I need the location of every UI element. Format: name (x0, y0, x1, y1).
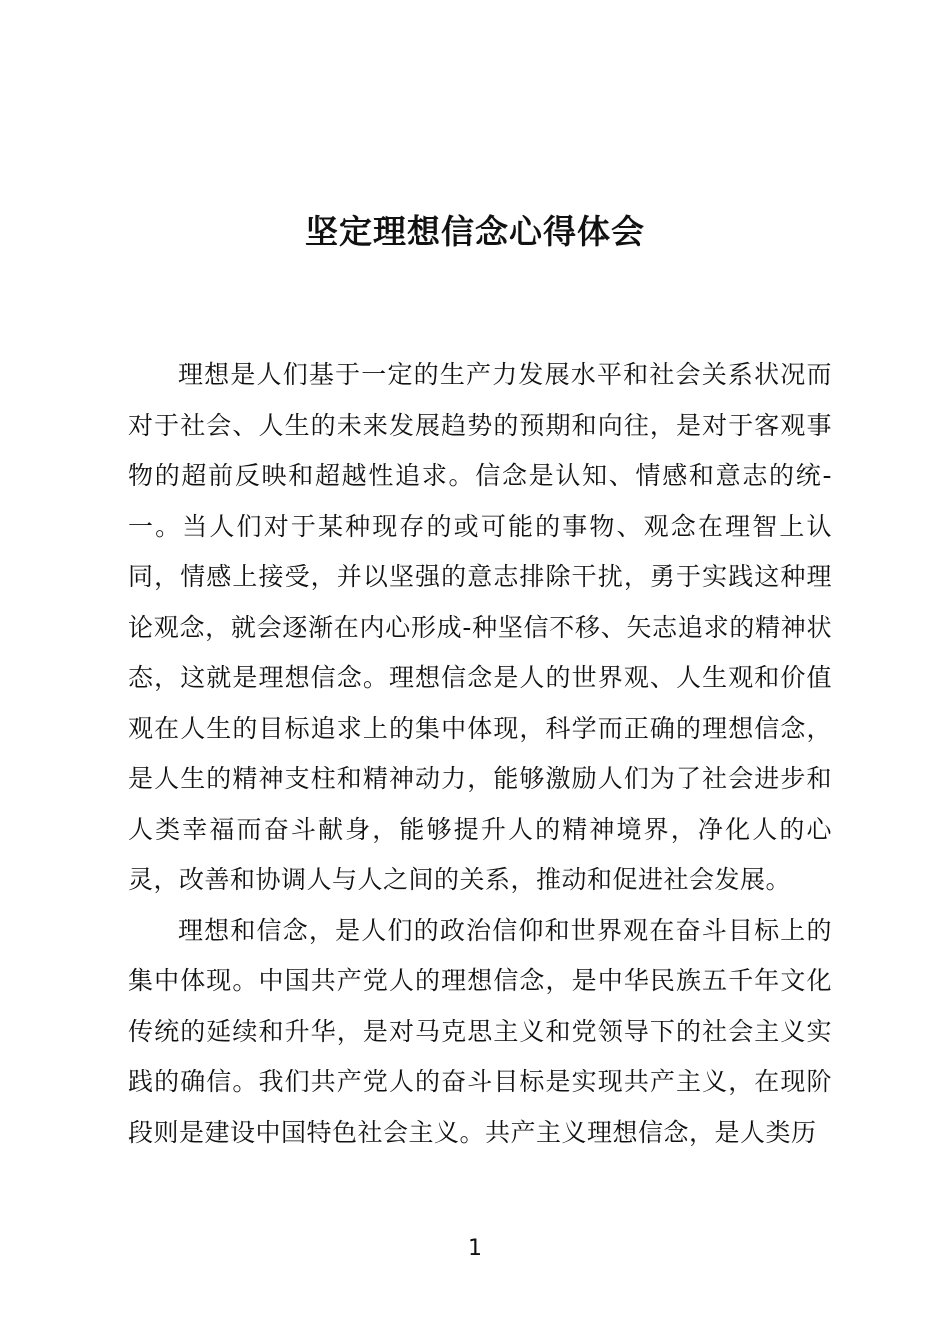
page-title: 坚定理想信念心得体会 (305, 212, 645, 251)
page-number: 1 (468, 1236, 482, 1261)
paragraph-2: 理想和信念，是人们的政治信仰和世界观在奋斗目标上的集中体现。中国共产党人的理想信念，是中华民族五千年文化传统的延续和升华，是对马克思主义和党领导下的社会主义实践的确信。我们共产党人的奋斗目标是实现共产主义，在现阶段则是建设中国特色社会主义。共产主义理想信念，是人类历 (128, 915, 832, 1147)
paragraph-1: 理想是人们基于一定的生产力发展水平和社会关系状况而对于社会、人生的未来发展趋势的预期和向往，是对于客观事物的超前反映和超越性追求。信念是认知、情感和意志的统-一。当人们对于某种现存的或可能的事物、观念在理智上认同，情感上接受，并以坚强的意志排除干扰，勇于实践这种理论观念，就会逐渐在内心形成-种坚信不移、矢志追求的精神状态，这就是理想信念。理想信念是人的世界观、人生观和价值观在人生的目标追求上的集中体现，科学而正确的理想信念，是人生的精神支柱和精神动力，能够激励人们为了社会进步和人类幸福而奋斗献身，能够提升人的精神境界，净化人的心灵，改善和协调人与人之间的关系，推动和促进社会发展。 (128, 360, 832, 894)
body-text (128, 350, 832, 1158)
